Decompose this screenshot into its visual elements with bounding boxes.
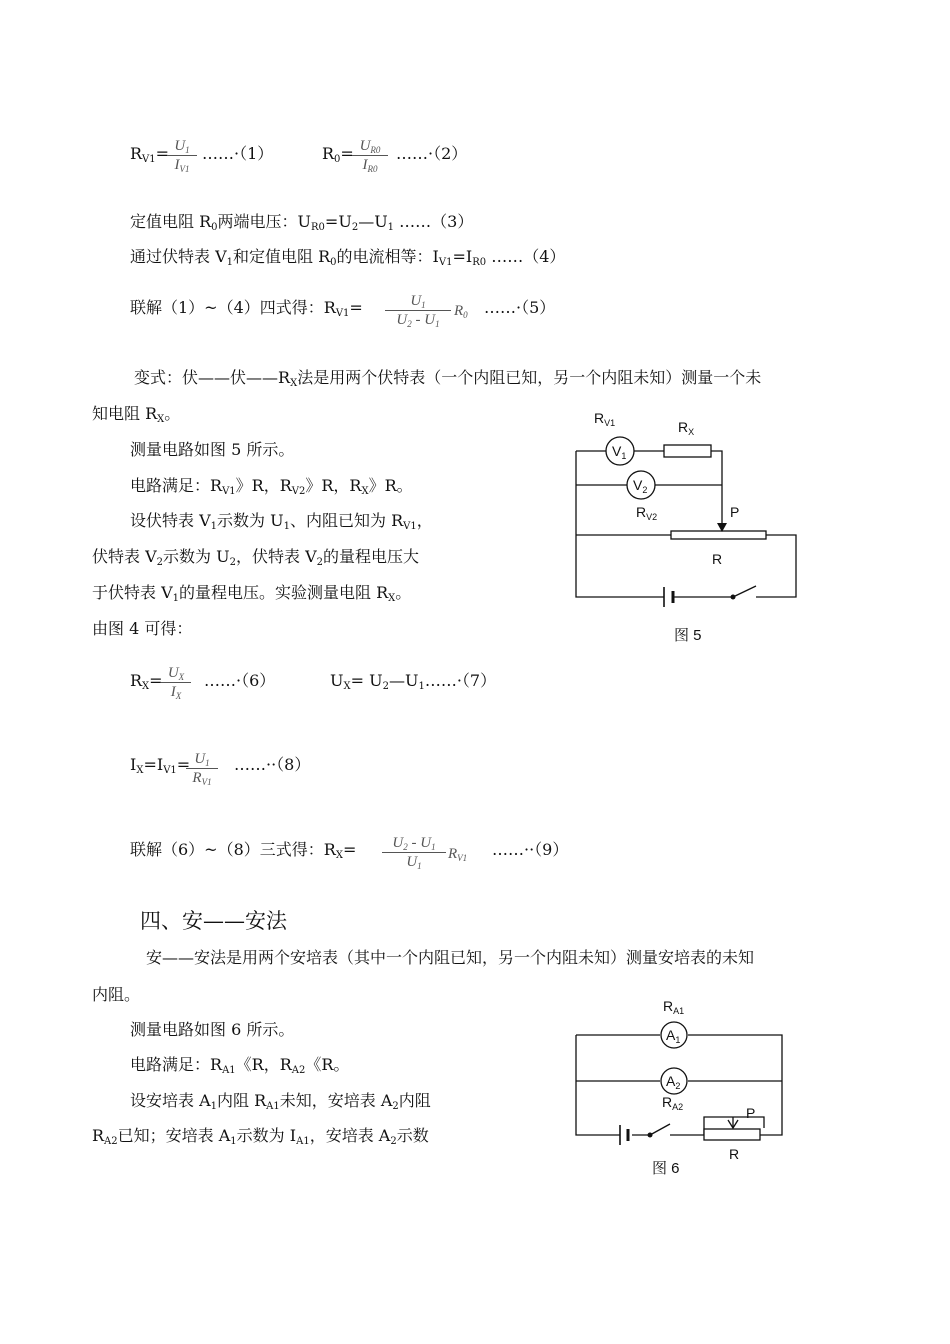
fig6-a1-meter: $A_1$: [666, 1027, 681, 1045]
variant-line-3: 测量电路如图 5 所示。: [130, 440, 295, 459]
formula-5: 联解（1）~（4）四式得：$R_{V1}=$: [130, 298, 363, 319]
variant-line-1: 变式：伏——伏$——R_X$法是用两个伏特表（一个内阻已知，另一个内阻未知）测量一个未: [134, 368, 762, 389]
variant-line-5: 设伏特表 $V_1$示数为 $U_1$、内阻已知为 $R_{V1}$，: [130, 511, 433, 532]
figure-6-circuit: [570, 995, 790, 1180]
fig6-a2-meter: $A_2$: [666, 1073, 681, 1091]
figure-5-circuit: [570, 405, 810, 650]
ammeter-line-3: 测量电路如图 6 所示。: [130, 1020, 295, 1039]
formula-9-tag: ……··（9）: [492, 840, 569, 859]
text-line-3: 定值电阻 $R_0$两端电压：$U_{R0}=U_2—U_1$ ……（3）: [130, 212, 474, 233]
formula-8-fraction: $U_1$ $R_{V1}$: [186, 750, 218, 787]
ammeter-line-6: $R_{A2}$已知；安培表 $A_1$示数为 $I_{A1}$，安培表 $A_2$示数: [92, 1126, 429, 1147]
ammeter-line-5: 设安培表 $A_1$内阻 $R_{A1}$未知，安培表 $A_2$内阻: [130, 1091, 431, 1112]
formula-2-tag: ……·（2）: [396, 144, 468, 163]
fig5-label-rx: $R_X$: [678, 419, 695, 437]
fig5-label-r: R: [712, 551, 723, 567]
fig5-v1-meter: $V_1$: [612, 443, 627, 461]
fig6-label-ra2: $R_{A2}$: [662, 1094, 684, 1112]
fig6-label-r: R: [729, 1146, 740, 1162]
fig6-label-p: P: [746, 1105, 756, 1121]
text-line-4: 通过伏特表 $V_1$和定值电阻 $R_0$的电流相等：$I_{V1}=I_{R0}$ ……（4）: [130, 247, 566, 268]
formula-2: $R_0=$: [322, 144, 354, 165]
formula-2-fraction: $U_{R0}$ $I_{R0}$: [352, 137, 388, 174]
ammeter-line-2: 内阻。: [92, 985, 141, 1004]
variant-line-2: 知电阻 $R_X$。: [92, 404, 181, 425]
formula-1-fraction: $U_1$ $I_{V1}$: [167, 137, 197, 174]
fig6-label-ra1: $R_{A1}$: [663, 998, 685, 1016]
formula-1: $R_{V1}=$: [130, 144, 170, 165]
formula-8: $I_X=I_{V1}=$: [130, 755, 191, 776]
fig5-caption: 图 5: [674, 627, 702, 644]
formula-9: 联解（6）~（8）三式得：$R_X=$: [130, 840, 357, 861]
formula-7: $U_X=$ $U_2—U_1\dots\dots\cdot(7)$: [330, 671, 497, 692]
formula-8-tag: ……··（8）: [234, 755, 311, 774]
formula-6-fraction: $U_X$ $I_X$: [161, 664, 191, 701]
section-heading: 四、安——安法: [140, 909, 287, 933]
ammeter-line-4: 电路满足：$R_{A1}$《R，$R_{A2}$《R。: [130, 1055, 350, 1076]
variant-line-4: 电路满足：$R_{V1}$》R，$R_{V2}$》R，$R_X$》R。: [130, 476, 413, 497]
formula-5-r0: $R_0$: [454, 303, 468, 320]
formula-9-fraction: $U_2 - U_1$ $U_1$: [382, 834, 446, 871]
ammeter-line-1: 安——安法是用两个安培表（其中一个内阻已知，另一个内阻未知）测量安培表的未知: [146, 948, 755, 967]
formula-6-tag: ……·（6）: [204, 671, 276, 690]
formula-5-tag: ……·（5）: [484, 298, 556, 317]
formula-5-fraction: $U_1$ $U_2 - U_1$: [385, 292, 451, 329]
variant-line-6: 伏特表 $V_2$示数为 $U_2$，伏特表 $V_2$的量程电压大: [92, 547, 420, 568]
fig5-label-p: P: [730, 504, 740, 520]
fig6-caption: 图 6: [652, 1160, 680, 1177]
formula-6: $R_X=$: [130, 671, 163, 692]
formula-1-tag: ……·（1）: [202, 144, 274, 163]
variant-line-7: 于伏特表 $V_1$的量程电压。实验测量电阻 $R_X$。: [92, 583, 412, 604]
fig5-label-rv2: $R_{V2}$: [636, 504, 658, 522]
fig5-label-rv1: $R_{V1}$: [594, 410, 616, 428]
fig5-v2-meter: $V_2$: [633, 477, 648, 495]
formula-9-rv1: $R_{V1}$: [448, 846, 468, 863]
variant-line-8: 由图 4 可得：: [92, 619, 193, 638]
